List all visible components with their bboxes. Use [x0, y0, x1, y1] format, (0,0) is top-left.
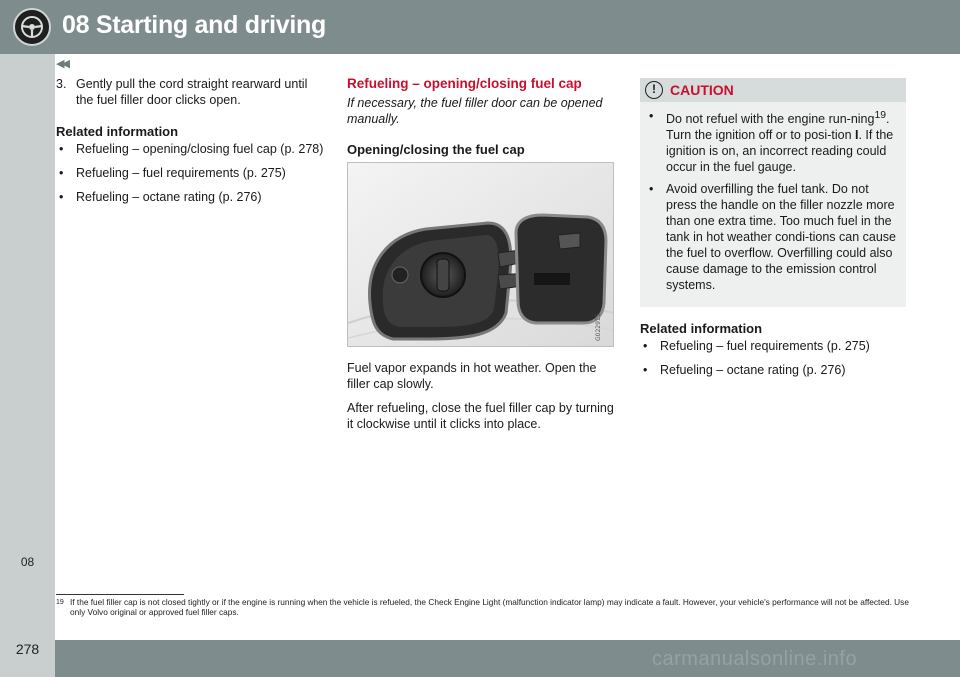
chapter-title: 08 Starting and driving — [62, 11, 326, 39]
ignition-position: I — [855, 128, 859, 143]
paragraph: After refueling, close the fuel filler cap by turning it clockwise until it clicks into place. — [347, 401, 614, 431]
related-info-list — [56, 141, 326, 205]
caution-item: • Avoid overfilling the fuel tank. Do not press the handle on the filler nozzle more than one extra time. Too much fuel in the tank in hot weather condi-tions can cause the fuel to overflow. Overfilling could also cause damage to the emission control systems. — [646, 181, 898, 293]
related-info-list — [640, 338, 906, 378]
footnote-divider — [56, 594, 184, 595]
back-arrows-icon[interactable]: ◀◀ — [56, 58, 67, 70]
caution-text: Do not refuel with the engine run-ning — [666, 112, 875, 127]
warning-icon: ! — [645, 81, 663, 99]
caution-text: . Turn the ignition off or to posi-tion — [666, 112, 890, 143]
caution-box — [640, 78, 906, 307]
steering-wheel-icon — [13, 8, 51, 46]
caution-title: CAUTION — [670, 82, 734, 98]
column-1 — [56, 76, 326, 213]
column-2 — [347, 76, 617, 440]
intro-text: If necessary, the fuel filler door can be opened manually. — [347, 96, 603, 126]
related-link[interactable]: • Refueling – fuel requirements (p. 275) — [640, 338, 906, 354]
related-link[interactable]: • Refueling – octane rating (p. 276) — [640, 362, 906, 378]
caution-header — [640, 78, 906, 102]
caution-item — [646, 108, 898, 175]
chapter-tab-label: 08 — [20, 555, 35, 569]
paragraph: Fuel vapor expands in hot weather. Open the filler cap slowly. — [347, 361, 597, 391]
page-number: 278 — [15, 641, 40, 657]
caution-text: . If the ignition is on, an incorrect reading could occur in the fuel gauge. — [666, 128, 894, 175]
section-title: Refueling – opening/closing fuel cap — [347, 76, 582, 91]
related-link[interactable]: • Refueling – octane rating (p. 276) — [56, 189, 326, 205]
footnote-marker: 19 — [56, 599, 64, 606]
related-info-heading: Related information — [640, 321, 763, 337]
step-text: Gently pull the cord straight rearward until the fuel filler door clicks open. — [76, 77, 308, 107]
caution-list — [640, 102, 906, 293]
fuel-filler-door-illustration — [347, 162, 614, 347]
watermark: carmanualsonline.info — [652, 648, 858, 670]
footnote-ref: 19 — [874, 110, 887, 121]
step-3 — [56, 76, 326, 108]
footnote — [56, 598, 916, 617]
page-header — [0, 0, 960, 54]
related-link[interactable]: • Refueling – fuel requirements (p. 275) — [56, 165, 326, 181]
chapter-side-tab[interactable] — [0, 54, 55, 618]
column-3 — [640, 76, 906, 386]
footnote-text: If the fuel filler cap is not closed tightly or if the engine is running when the vehicle is refueled, the Check Engine Light (malfunction indicator lamp) may indicate a fault. However, your vehicle's performance will not be affected. Use only Volvo original or approved fuel filler caps. — [70, 597, 909, 617]
figure-code: G022915 — [595, 313, 602, 341]
related-link[interactable]: • Refueling – opening/closing fuel cap (p. 278) — [56, 141, 326, 157]
related-info-heading: Related information — [56, 124, 179, 139]
step-number: 3. — [56, 77, 67, 91]
subheading: Opening/closing the fuel cap — [347, 142, 525, 157]
